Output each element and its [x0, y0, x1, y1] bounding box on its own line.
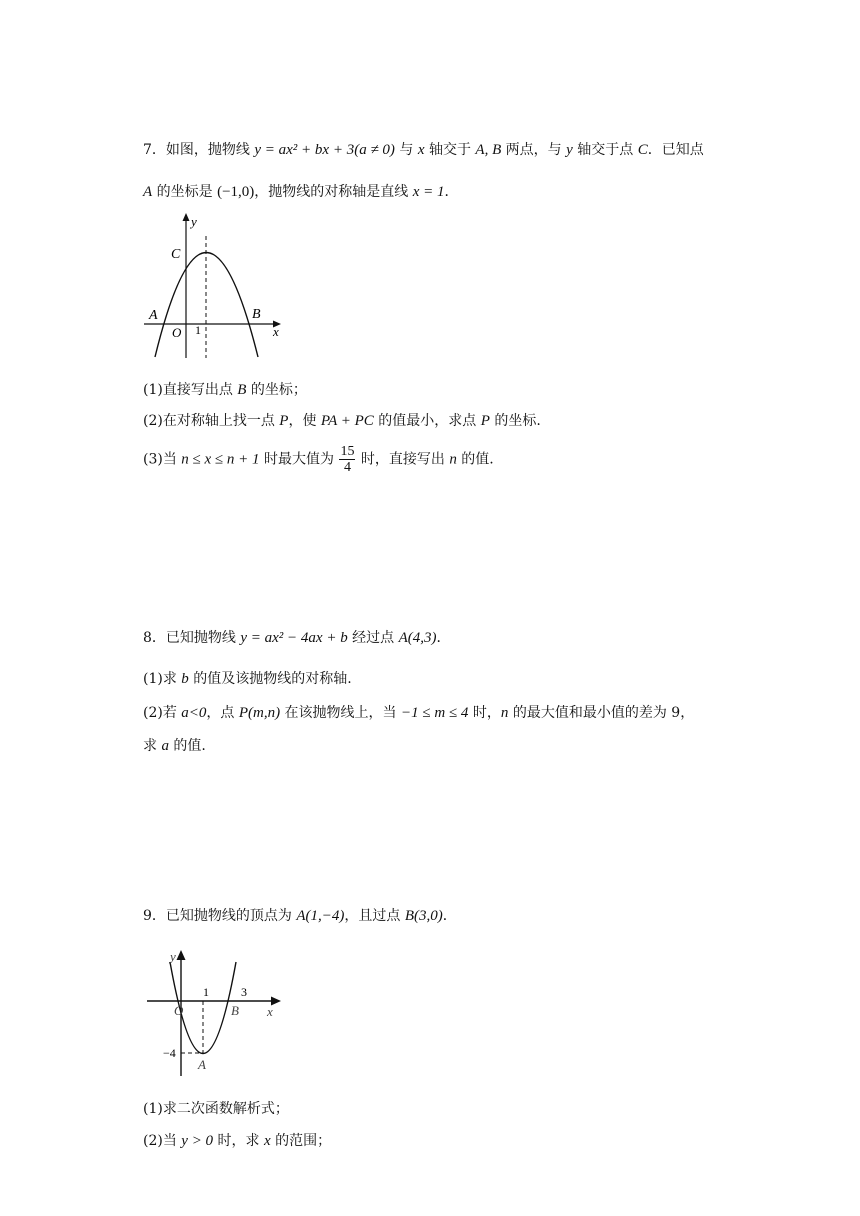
q8-part-2: (2)若 a<0，点 P(m,n) 在该抛物线上，当 −1 ≤ m ≤ 4 时，n 的最大值和最小值的差为 9，: [143, 705, 695, 721]
q7-part-3: (3)当 n ≤ x ≤ n + 1 时最大值为 $\frac{15}{4}$ 时，直接写出 n 的值.: [143, 444, 494, 475]
q7-label-one: 1: [195, 323, 201, 337]
q7-label-x: x: [273, 324, 279, 339]
q7-label-b: B: [252, 307, 261, 322]
q9-label-o: O: [174, 1003, 184, 1018]
q8-stem-line-1: 8．已知抛物线 y = ax² − 4ax + b 经过点 A(4,3)．: [143, 630, 451, 646]
q7-label-c: C: [171, 247, 181, 262]
q9-label-y: y: [170, 949, 176, 964]
q7-parabola-figure: [140, 210, 290, 360]
fraction-15-over-4: $\frac{15}{4}$: [340, 444, 355, 475]
q9-label-a: A: [198, 1057, 206, 1072]
q7-part-2: (2)在对称轴上找一点 P，使 PA + PC 的值最小，求点 P 的坐标.: [143, 413, 541, 429]
q8-part-2-continued: 求 a 的值.: [143, 738, 206, 754]
q8-part-1: (1)求 b 的值及该抛物线的对称轴.: [143, 671, 352, 687]
q9-label-b: B: [231, 1003, 239, 1018]
q9-label-three: 3: [241, 985, 247, 999]
q9-part-2: (2)当 y > 0 时，求 x 的范围；: [143, 1133, 332, 1149]
q9-label-one: 1: [203, 985, 209, 999]
q7-stem-line-1: 7．如图，抛物线 y = ax² + bx + 3(a ≠ 0) 与 x 轴交于 A, B 两点，与 y 轴交于点 C．已知点: [143, 142, 704, 158]
q7-y-axis-arrow-icon: [183, 213, 190, 221]
q9-parabola-figure: [143, 946, 288, 1080]
q7-label-y: y: [191, 214, 197, 229]
q9-label-minus4: −4: [163, 1046, 176, 1060]
q9-y-axis-arrow-icon: [177, 950, 186, 960]
q9-part-1: (1)求二次函数解析式；: [143, 1101, 289, 1117]
q7-part-1: (1)直接写出点 B 的坐标；: [143, 382, 307, 398]
q7-stem-line-2: A 的坐标是 (−1,0)，抛物线的对称轴是直线 x = 1．: [143, 184, 459, 200]
q9-stem-line-1: 9．已知抛物线的顶点为 A(1,−4)，且过点 B(3,0)．: [143, 908, 457, 924]
q9-label-x: x: [267, 1004, 273, 1019]
q7-label-a: A: [149, 308, 158, 323]
q7-label-o: O: [172, 325, 182, 340]
